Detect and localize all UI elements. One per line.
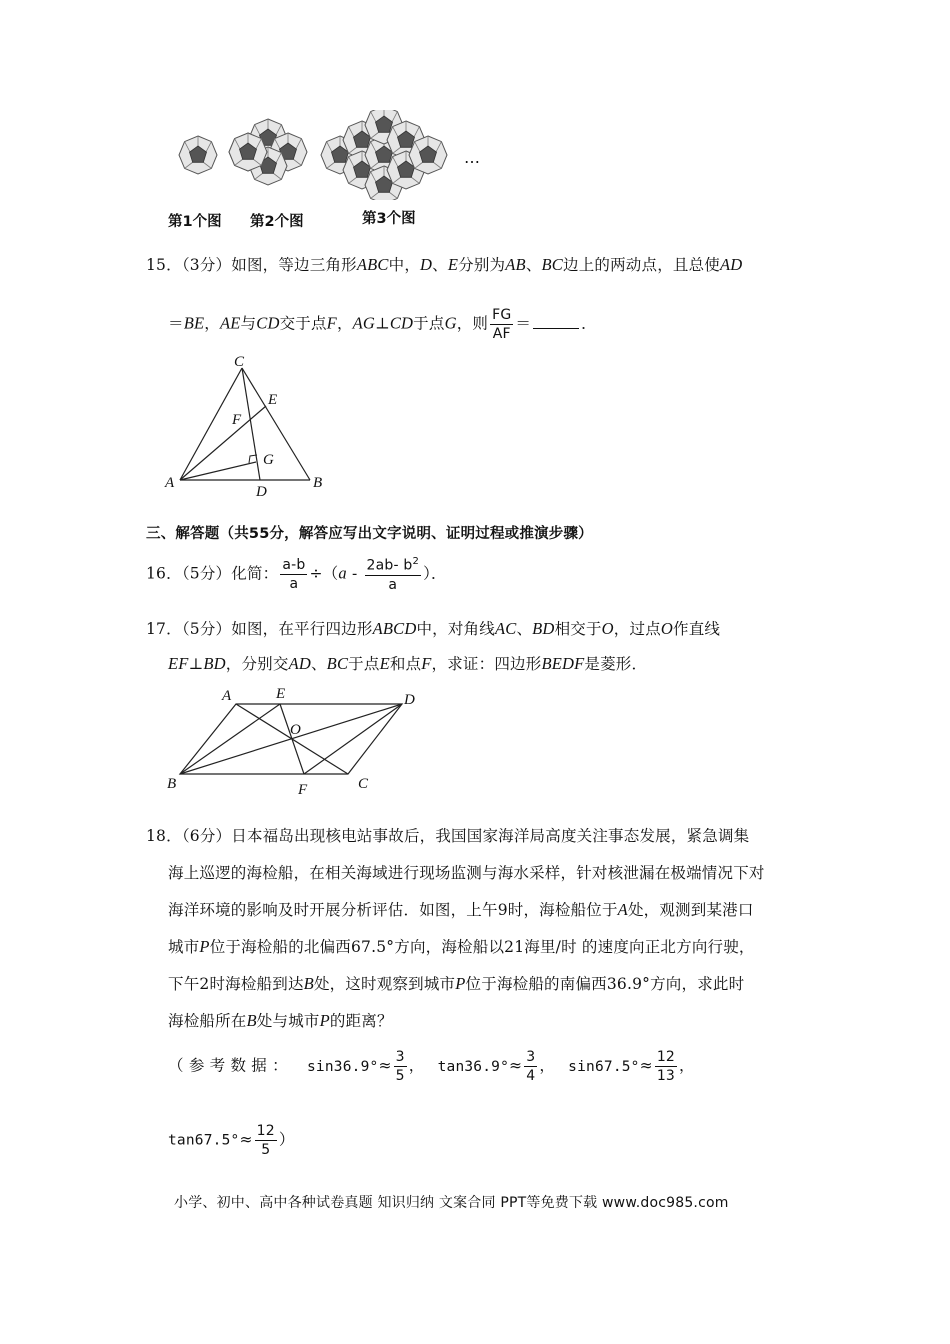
q17-segment-EF	[280, 704, 304, 774]
q18-frac-12-13: $\frac{12}{13}$	[656, 1049, 676, 1084]
q17-label-A: A	[222, 688, 232, 704]
q15-label-F: F	[232, 412, 242, 428]
q16-fraction-1: $\frac{a-b}{a}$	[282, 556, 306, 592]
q17-parallelogram-figure	[160, 682, 430, 800]
q18-reference-data-line-1: （ 参 考 数 据 ： sin36.9°≈ $\frac{3}{5}$ ， tan36.9°≈ $\frac{3}{4}$ ， sin67.5°≈ $\frac{12}{13}$ ，	[168, 1049, 695, 1084]
pattern-drawing	[168, 110, 498, 200]
q18-reference-data-line-2: tan67.5°≈ $\frac{12}{5}$ ）	[168, 1123, 295, 1158]
pattern-ellipsis: …	[464, 148, 480, 167]
q17-label-C: C	[358, 776, 369, 792]
question-16: 16．（5分）化简： $\frac{a-b}{a}$ ÷（a - $\frac{2ab- b^2}{a}$ ）．	[146, 556, 447, 593]
q18-line-6: 海检船所在B处与城市P的距离？	[168, 1011, 393, 1030]
pattern-1	[179, 136, 217, 174]
q17-line-1: 17．（5分）如图，在平行四边形ABCD中，对角线AC、BD相交于O，过点O作直线	[146, 619, 721, 638]
q18-line-1: 18．（6分）日本福岛出现核电站事故后，我国国家海洋局高度关注事态发展，紧急调集	[146, 827, 750, 845]
pattern-figure	[168, 110, 498, 230]
q16-fraction-2: $\frac{2ab- b^2}{a}$	[366, 556, 420, 593]
q17-segment-DF	[304, 704, 402, 774]
caption-3: 第3个图	[362, 211, 416, 227]
pattern-3	[321, 110, 447, 200]
answer-blank	[533, 316, 579, 329]
q15-label-B: B	[313, 475, 323, 491]
q17-label-B: B	[167, 776, 177, 792]
q18-line-2: 海上巡逻的海检船，在相关海域进行现场监测与海水采样，针对核泄漏在极端情况下对	[168, 864, 765, 882]
caption-1: 第1个图	[168, 214, 222, 230]
q17-label-D: D	[404, 692, 415, 708]
q15-line-1: 15．（3分）如图，等边三角形ABC中，D、E分别为AB、BC边上的两动点，且总使AD	[146, 255, 743, 274]
q15-label-D: D	[256, 484, 267, 500]
pattern-2	[229, 119, 307, 185]
q15-label-A: A	[165, 475, 175, 491]
q15-label-C: C	[234, 354, 245, 370]
q15-label-G: G	[263, 452, 274, 468]
q15-line-2: ＝BE，AE与CD交于点F，AG⊥CD于点G，则 $\frac{FG}{AF}$ ＝ ．	[168, 307, 597, 342]
q15-fraction: $\frac{FG}{AF}$	[492, 307, 512, 342]
q18-frac-3-5: $\frac{3}{5}$	[395, 1049, 405, 1084]
q17-segment-BE	[180, 704, 280, 774]
caption-2: 第2个图	[250, 214, 304, 230]
q15-segment-AG	[180, 462, 256, 480]
q18-line-3: 海洋环境的影响及时开展分析评估．如图，上午9时，海检船位于A处，观测到某港口	[168, 900, 754, 919]
q15-triangle-figure	[160, 352, 340, 502]
q18-line-4: 城市P位于海检船的北偏西67.5°方向，海检船以21海里/时 的速度向正北方向行驶，	[168, 937, 755, 956]
q18-frac-3-4: $\frac{3}{4}$	[526, 1049, 536, 1084]
q15-segment-AE	[180, 406, 266, 480]
page-footer: 小学、初中、高中各种试卷真题 知识归纳 文案合同 PPT等免费下载 www.doc985.com	[174, 1195, 729, 1211]
q18-frac-12-5: $\frac{12}{5}$	[256, 1123, 275, 1158]
q18-line-5: 下午2时海检船到达B处，这时观察到城市P位于海检船的南偏西36.9°方向，求此时	[168, 974, 745, 993]
q17-label-E: E	[276, 686, 286, 702]
q17-label-F: F	[298, 782, 308, 798]
q15-label-E: E	[268, 392, 278, 408]
q17-label-O: O	[290, 722, 301, 738]
q17-diagonal-BD	[180, 704, 402, 774]
section-3-title: 三、解答题（共55分，解答应写出文字说明、证明过程或推演步骤）	[146, 526, 593, 542]
q17-line-2: EF⊥BD，分别交AD、BC于点E和点F，求证：四边形BEDF是菱形．	[168, 654, 648, 673]
